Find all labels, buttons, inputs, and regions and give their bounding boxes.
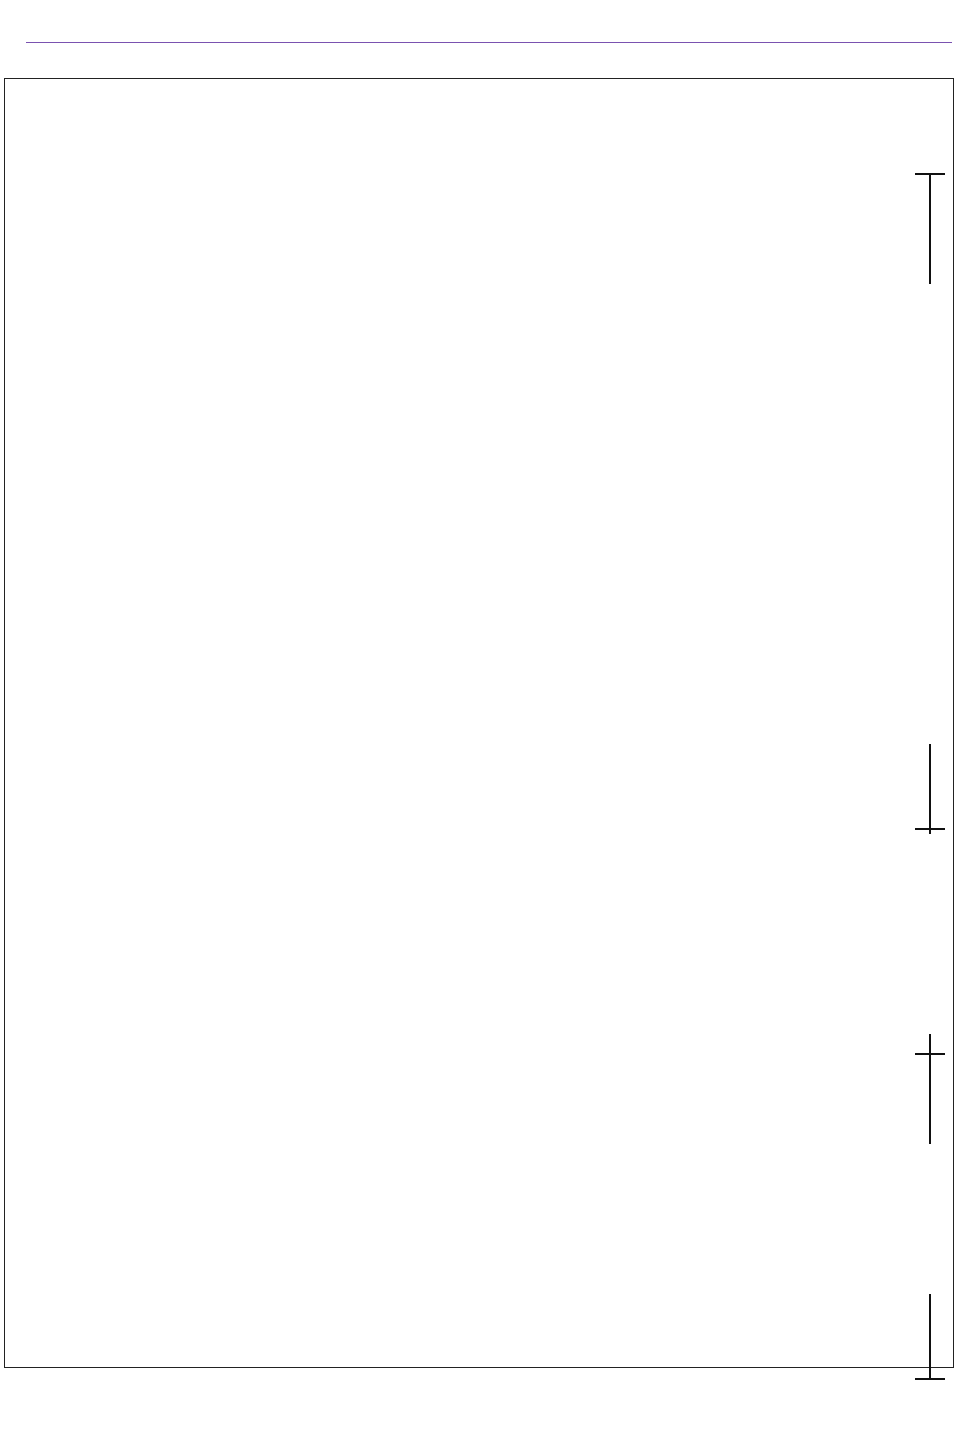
figure-frame [4, 78, 954, 1368]
header-rule [26, 42, 952, 43]
figure-caption [842, 60, 960, 1380]
page-header [0, 0, 960, 42]
